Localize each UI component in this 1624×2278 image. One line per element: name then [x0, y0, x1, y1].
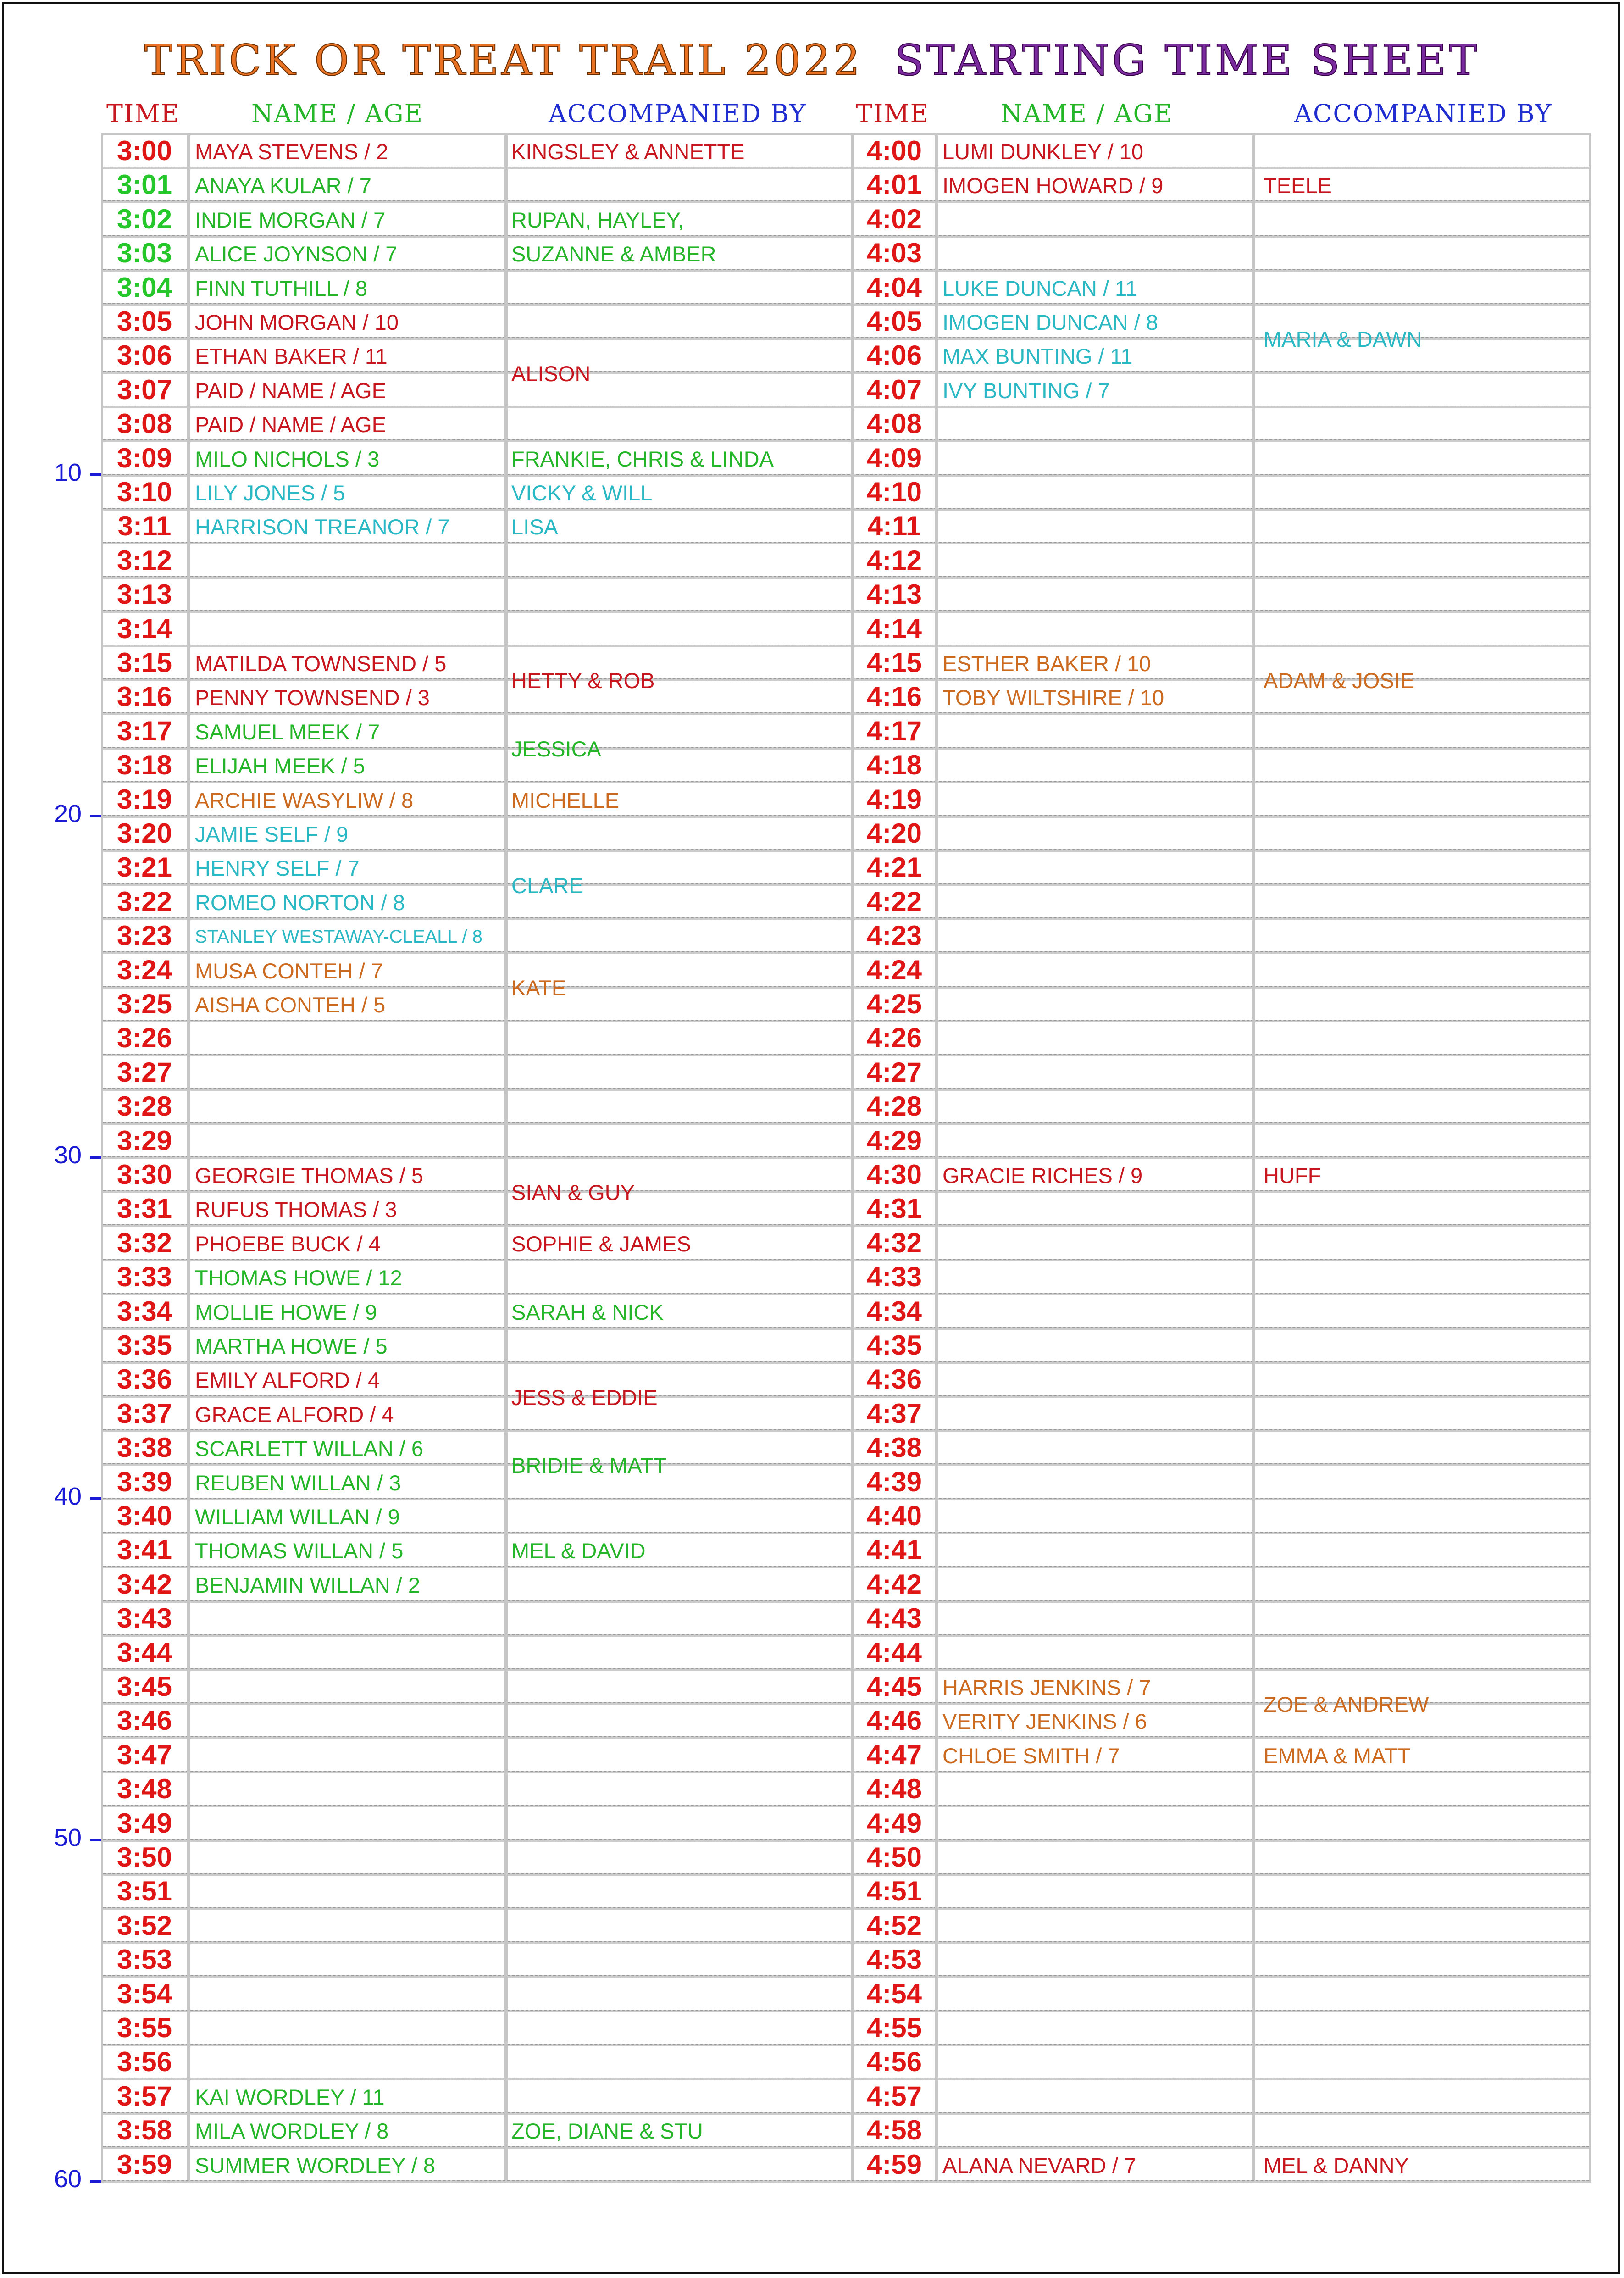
accompanied-by-entry: MICHELLE	[511, 788, 620, 812]
table-row	[103, 1603, 1589, 1637]
time-cell-left: 3:01	[116, 169, 172, 200]
name-age-entry: IVY BUNTING / 7	[942, 378, 1110, 403]
name-age-entry: SAMUEL MEEK / 7	[195, 719, 380, 744]
time-cell-left: 3:22	[116, 886, 172, 917]
accompanied-by-entry: BRIDIE & MATT	[511, 1453, 667, 1478]
accompanied-by-entry: SUZANNE & AMBER	[511, 242, 716, 267]
time-cell-right: 4:05	[866, 306, 922, 337]
accompanied-by-entry: ZOE, DIANE & STU	[511, 2119, 703, 2144]
name-age-entry: STANLEY WESTAWAY-CLEALL / 8	[195, 927, 482, 947]
time-cell-left: 3:05	[116, 306, 172, 337]
table-row	[103, 1125, 1589, 1159]
name-age-entry: ESTHER BAKER / 10	[942, 651, 1151, 676]
time-cell-right: 4:43	[866, 1603, 922, 1634]
accompanied-by-entry: RUPAN, HAYLEY,	[511, 207, 684, 232]
name-age-entry: LILY JONES / 5	[195, 481, 345, 505]
time-cell-right: 4:33	[866, 1261, 922, 1293]
name-age-entry: MAYA STEVENS / 2	[195, 139, 388, 164]
time-cell-left: 3:17	[116, 715, 172, 746]
name-age-entry: ETHAN BAKER / 11	[195, 344, 388, 369]
time-cell-right: 4:00	[866, 135, 922, 166]
table-row	[103, 1091, 1589, 1125]
name-age-entry: GRACE ALFORD / 4	[195, 1402, 394, 1427]
column-divider	[851, 135, 854, 2180]
minute-tick	[90, 815, 102, 817]
time-cell-right: 4:02	[866, 203, 922, 234]
time-cell-right: 4:23	[866, 920, 922, 951]
time-cell-left: 3:35	[116, 1330, 172, 1361]
accompanied-by-entry: KINGSLEY & ANNETTE	[511, 139, 745, 164]
name-age-entry: RUFUS THOMAS / 3	[195, 1197, 397, 1222]
table-row	[103, 1637, 1589, 1671]
accompanied-by-entry: HUFF	[1264, 1163, 1321, 1188]
time-cell-left: 3:34	[116, 1295, 172, 1327]
time-cell-right: 4:46	[866, 1705, 922, 1736]
time-cell-right: 4:55	[866, 2012, 922, 2043]
time-cell-right: 4:50	[866, 1842, 922, 1872]
name-age-entry: EMILY ALFORD / 4	[195, 1368, 380, 1393]
time-cell-left: 3:21	[116, 852, 172, 883]
time-cell-left: 3:47	[116, 1739, 172, 1770]
header-name-right: NAME / AGE	[1001, 99, 1173, 128]
header-time-right: TIME	[856, 99, 930, 128]
time-cell-left: 3:29	[116, 1125, 172, 1156]
column-divider	[504, 135, 508, 2180]
time-cell-right: 4:20	[866, 818, 922, 849]
time-cell-left: 3:33	[116, 1261, 172, 1293]
time-cell-right: 4:44	[866, 1637, 922, 1668]
minute-marker: 10	[54, 459, 82, 486]
column-divider	[187, 135, 190, 2180]
time-cell-left: 3:58	[116, 2115, 172, 2146]
time-cell-right: 4:17	[866, 715, 922, 746]
table-row	[103, 1022, 1589, 1056]
table-row	[103, 579, 1589, 613]
name-age-entry: THOMAS HOWE / 12	[195, 1266, 402, 1290]
time-cell-right: 4:25	[866, 989, 922, 1019]
accompanied-by-entry: SOPHIE & JAMES	[511, 1231, 691, 1256]
time-cell-right: 4:58	[866, 2115, 922, 2146]
accompanied-by-entry: JESSICA	[511, 737, 601, 761]
time-cell-left: 3:54	[116, 1978, 172, 2009]
time-sheet-table	[101, 133, 1591, 2183]
time-cell-left: 3:23	[116, 920, 172, 951]
time-cell-left: 3:31	[116, 1193, 172, 1224]
time-cell-right: 4:45	[866, 1671, 922, 1702]
time-cell-right: 4:51	[866, 1876, 922, 1907]
column-divider	[935, 135, 938, 2180]
accompanied-by-entry: MARIA & DAWN	[1264, 327, 1422, 352]
time-cell-right: 4:12	[866, 544, 922, 576]
time-cell-left: 3:49	[116, 1807, 172, 1839]
accompanied-by-entry: ADAM & JOSIE	[1264, 668, 1415, 693]
time-cell-left: 3:06	[116, 340, 172, 371]
accompanied-by-entry: ZOE & ANDREW	[1264, 1692, 1429, 1717]
name-age-entry: GEORGIE THOMAS / 5	[195, 1163, 423, 1188]
time-cell-right: 4:29	[866, 1125, 922, 1156]
time-cell-left: 3:19	[116, 783, 172, 815]
minute-marker: 50	[54, 1824, 82, 1851]
minute-marker: 30	[54, 1141, 82, 1169]
time-cell-left: 3:18	[116, 750, 172, 781]
time-cell-left: 3:07	[116, 374, 172, 405]
time-cell-left: 3:38	[116, 1432, 172, 1463]
name-age-entry: ALICE JOYNSON / 7	[195, 242, 398, 267]
time-cell-right: 4:03	[866, 238, 922, 269]
name-age-entry: THOMAS WILLAN / 5	[195, 1539, 404, 1563]
time-cell-left: 3:15	[116, 647, 172, 678]
time-cell-left: 3:26	[116, 1022, 172, 1054]
time-cell-right: 4:11	[867, 511, 921, 542]
table-row	[103, 1842, 1589, 1876]
name-age-entry: AISHA CONTEH / 5	[195, 993, 386, 1017]
time-cell-right: 4:06	[866, 340, 922, 371]
time-cell-left: 3:59	[116, 2149, 172, 2180]
time-cell-right: 4:48	[866, 1773, 922, 1805]
time-cell-left: 3:51	[116, 1876, 172, 1907]
name-age-entry: LUKE DUNCAN / 11	[942, 276, 1137, 300]
table-row	[103, 1876, 1589, 1910]
time-cell-left: 3:04	[116, 272, 172, 303]
name-age-entry: PAID / NAME / AGE	[195, 412, 387, 437]
time-cell-left: 3:32	[116, 1227, 172, 1258]
name-age-entry: ANAYA KULAR / 7	[195, 173, 371, 198]
time-cell-right: 4:04	[866, 272, 922, 303]
name-age-entry: JOHN MORGAN / 10	[195, 310, 399, 334]
name-age-entry: PAID / NAME / AGE	[195, 378, 387, 403]
time-cell-right: 4:27	[866, 1056, 922, 1088]
time-cell-right: 4:31	[866, 1193, 922, 1224]
time-cell-right: 4:54	[866, 1978, 922, 2009]
time-cell-left: 3:50	[116, 1842, 172, 1872]
time-cell-right: 4:16	[866, 681, 922, 712]
time-cell-right: 4:10	[866, 477, 922, 507]
time-cell-left: 3:46	[116, 1705, 172, 1736]
name-age-entry: MUSA CONTEH / 7	[195, 958, 383, 983]
header-accompanied-left: ACCOMPANIED BY	[549, 99, 807, 128]
time-cell-left: 3:03	[116, 238, 172, 269]
name-age-entry: BENJAMIN WILLAN / 2	[195, 1572, 420, 1597]
name-age-entry: FINN TUTHILL / 8	[195, 276, 368, 300]
name-age-entry: MILA WORDLEY / 8	[195, 2119, 389, 2144]
header-accompanied-right: ACCOMPANIED BY	[1294, 99, 1552, 128]
name-age-entry: REUBEN WILLAN / 3	[195, 1470, 401, 1495]
table-row	[103, 1910, 1589, 1944]
time-cell-right: 4:52	[866, 1910, 922, 1941]
time-cell-left: 3:48	[116, 1773, 172, 1805]
name-age-entry: HENRY SELF / 7	[195, 856, 360, 881]
time-cell-left: 3:45	[116, 1671, 172, 1702]
table-row	[103, 613, 1589, 647]
time-cell-left: 3:16	[116, 681, 172, 712]
time-cell-left: 3:12	[116, 544, 172, 576]
time-cell-right: 4:30	[866, 1159, 922, 1190]
time-cell-left: 3:44	[116, 1637, 172, 1668]
time-cell-right: 4:28	[866, 1091, 922, 1122]
name-age-entry: IMOGEN HOWARD / 9	[942, 173, 1164, 198]
time-cell-left: 3:25	[116, 989, 172, 1019]
time-cell-left: 3:09	[116, 442, 172, 473]
time-cell-left: 3:10	[116, 477, 172, 507]
name-age-entry: SCARLETT WILLAN / 6	[195, 1436, 423, 1461]
accompanied-by-entry: JESS & EDDIE	[511, 1385, 658, 1410]
time-cell-right: 4:08	[866, 408, 922, 439]
name-age-entry: SUMMER WORDLEY / 8	[195, 2153, 436, 2178]
time-cell-right: 4:22	[866, 886, 922, 917]
time-cell-right: 4:01	[866, 169, 922, 200]
time-cell-right: 4:18	[866, 750, 922, 781]
name-age-entry: ALANA NEVARD / 7	[942, 2153, 1136, 2178]
name-age-entry: ARCHIE WASYLIW / 8	[195, 788, 414, 812]
name-age-entry: MAX BUNTING / 11	[942, 344, 1133, 369]
time-cell-left: 3:28	[116, 1091, 172, 1122]
table-row	[103, 2012, 1589, 2046]
accompanied-by-entry: FRANKIE, CHRIS & LINDA	[511, 446, 774, 471]
table-row	[103, 1808, 1589, 1842]
name-age-entry: CHLOE SMITH / 7	[942, 1743, 1120, 1768]
accompanied-by-entry: SIAN & GUY	[511, 1180, 635, 1205]
table-row	[103, 1944, 1589, 1978]
table-row	[103, 1978, 1589, 2012]
table-row	[103, 2046, 1589, 2080]
accompanied-by-entry: ALISON	[511, 361, 591, 386]
time-cell-right: 4:07	[866, 374, 922, 405]
name-age-entry: HARRIS JENKINS / 7	[942, 1675, 1151, 1700]
minute-marker: 20	[54, 800, 82, 828]
accompanied-by-entry: VICKY & WILL	[511, 481, 653, 505]
accompanied-by-entry: EMMA & MATT	[1264, 1743, 1411, 1768]
minute-tick	[90, 1156, 102, 1159]
accompanied-by-entry: MEL & DAVID	[511, 1539, 646, 1563]
name-age-entry: PENNY TOWNSEND / 3	[195, 685, 430, 710]
name-age-entry: LUMI DUNKLEY / 10	[942, 139, 1143, 164]
time-cell-right: 4:41	[866, 1534, 922, 1566]
time-cell-right: 4:19	[866, 783, 922, 815]
name-age-entry: VERITY JENKINS / 6	[942, 1709, 1147, 1734]
time-cell-left: 3:20	[116, 818, 172, 849]
time-cell-right: 4:39	[866, 1466, 922, 1497]
time-cell-right: 4:35	[866, 1330, 922, 1361]
time-cell-left: 3:43	[116, 1603, 172, 1634]
accompanied-by-entry: CLARE	[511, 873, 583, 898]
accompanied-by-entry: MEL & DANNY	[1264, 2153, 1409, 2178]
time-cell-left: 3:00	[116, 135, 172, 166]
time-cell-right: 4:40	[866, 1500, 922, 1531]
time-cell-left: 3:55	[116, 2012, 172, 2043]
name-age-entry: WILLIAM WILLAN / 9	[195, 1505, 400, 1529]
time-cell-right: 4:38	[866, 1432, 922, 1463]
time-cell-left: 3:37	[116, 1398, 172, 1429]
minute-marker: 40	[54, 1483, 82, 1510]
time-cell-right: 4:32	[866, 1227, 922, 1258]
name-age-entry: MARTHA HOWE / 5	[195, 1334, 388, 1358]
name-age-entry: MATILDA TOWNSEND / 5	[195, 651, 447, 676]
accompanied-by-entry: HETTY & ROB	[511, 668, 655, 693]
time-cell-left: 3:53	[116, 1944, 172, 1975]
name-age-entry: IMOGEN DUNCAN / 8	[942, 310, 1158, 334]
minute-tick	[90, 2180, 102, 2183]
time-cell-right: 4:36	[866, 1364, 922, 1395]
minute-tick	[90, 1839, 102, 1841]
time-cell-right: 4:49	[866, 1807, 922, 1839]
time-cell-right: 4:47	[866, 1739, 922, 1770]
time-cell-left: 3:42	[116, 1568, 172, 1600]
name-age-entry: GRACIE RICHES / 9	[942, 1163, 1143, 1188]
time-cell-right: 4:34	[866, 1295, 922, 1327]
name-age-entry: MILO NICHOLS / 3	[195, 446, 380, 471]
accompanied-by-entry: SARAH & NICK	[511, 1300, 664, 1324]
time-cell-right: 4:14	[866, 613, 922, 644]
time-cell-left: 3:02	[116, 203, 172, 234]
title-trail: TRICK OR TREAT TRAIL 2022	[144, 36, 863, 85]
name-age-entry: TOBY WILTSHIRE / 10	[942, 685, 1164, 710]
time-cell-left: 3:13	[116, 579, 172, 610]
time-cell-right: 4:15	[866, 647, 922, 678]
time-cell-left: 3:11	[117, 511, 172, 542]
time-cell-left: 3:39	[116, 1466, 172, 1497]
title-sheet: STARTING TIME SHEET	[895, 36, 1480, 85]
column-divider	[1252, 135, 1255, 2180]
name-age-entry: JAMIE SELF / 9	[195, 822, 349, 846]
time-cell-left: 3:56	[116, 2046, 172, 2078]
page-title	[0, 36, 1624, 85]
name-age-entry: KAI WORDLEY / 11	[195, 2084, 385, 2109]
table-row	[103, 1773, 1589, 1807]
time-cell-left: 3:57	[116, 2080, 172, 2111]
time-cell-right: 4:21	[866, 852, 922, 883]
table-row	[103, 545, 1589, 579]
name-age-entry: PHOEBE BUCK / 4	[195, 1231, 381, 1256]
minute-marker: 60	[54, 2165, 82, 2193]
time-cell-left: 3:08	[116, 408, 172, 439]
header-time-left: TIME	[106, 99, 180, 128]
time-cell-left: 3:30	[116, 1159, 172, 1190]
minute-tick	[90, 1497, 102, 1500]
time-cell-left: 3:41	[116, 1534, 172, 1566]
accompanied-by-entry: LISA	[511, 515, 558, 539]
time-cell-right: 4:37	[866, 1398, 922, 1429]
time-cell-left: 3:14	[116, 613, 172, 644]
time-cell-right: 4:09	[866, 442, 922, 473]
time-cell-right: 4:24	[866, 954, 922, 985]
name-age-entry: MOLLIE HOWE / 9	[195, 1300, 377, 1324]
time-cell-right: 4:42	[866, 1568, 922, 1600]
time-cell-right: 4:13	[866, 579, 922, 610]
name-age-entry: ELIJAH MEEK / 5	[195, 754, 365, 778]
time-cell-right: 4:26	[866, 1022, 922, 1054]
time-cell-left: 3:36	[116, 1364, 172, 1395]
header-name-left: NAME / AGE	[251, 99, 424, 128]
time-cell-right: 4:59	[866, 2149, 922, 2180]
name-age-entry: INDIE MORGAN / 7	[195, 207, 386, 232]
name-age-entry: ROMEO NORTON / 8	[195, 890, 405, 915]
minute-tick	[90, 473, 102, 476]
time-cell-left: 3:52	[116, 1910, 172, 1941]
accompanied-by-entry: TEELE	[1264, 173, 1332, 198]
time-cell-right: 4:57	[866, 2080, 922, 2111]
time-cell-left: 3:24	[116, 954, 172, 985]
name-age-entry: HARRISON TREANOR / 7	[195, 515, 450, 539]
table-row	[103, 1057, 1589, 1091]
time-cell-left: 3:27	[116, 1056, 172, 1088]
time-cell-left: 3:40	[116, 1500, 172, 1531]
accompanied-by-entry: KATE	[511, 975, 566, 1000]
time-cell-right: 4:53	[866, 1944, 922, 1975]
time-cell-right: 4:56	[866, 2046, 922, 2078]
